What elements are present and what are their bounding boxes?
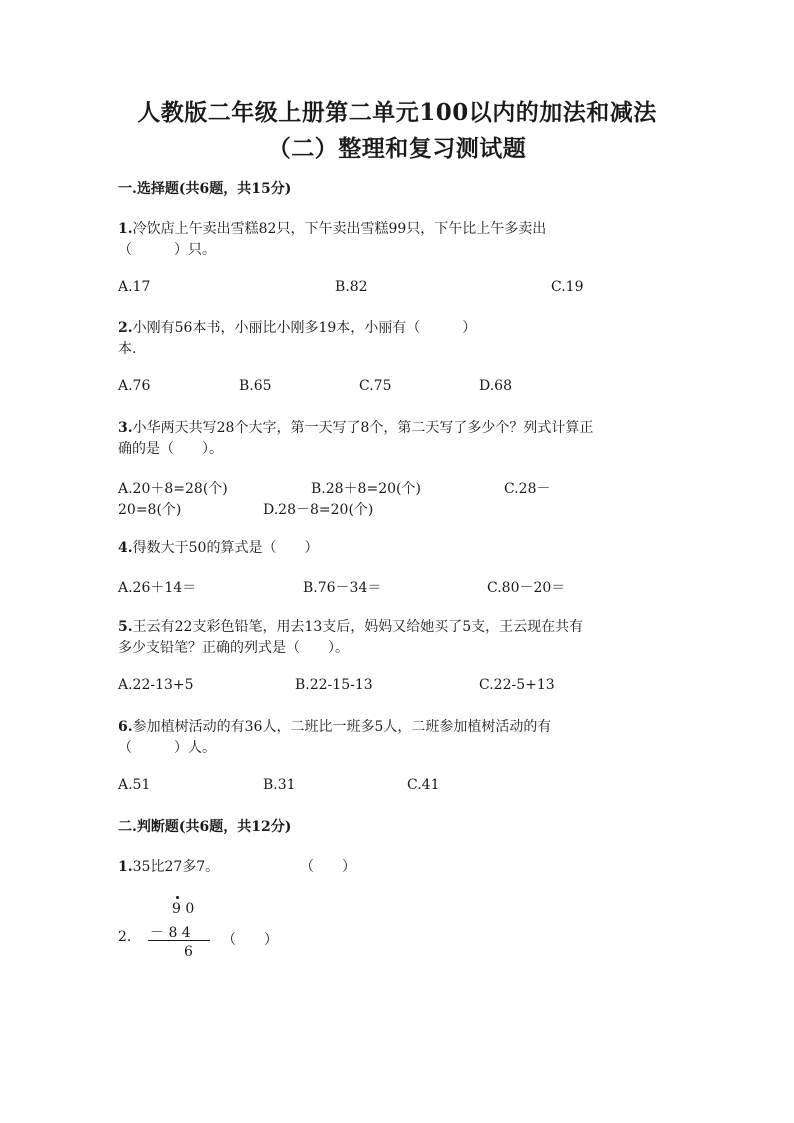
option-a[interactable]: A.51 — [118, 777, 151, 793]
question-number: 2. — [118, 320, 133, 336]
difference: 6 — [184, 944, 193, 960]
question-5-line2: 多少支铅笔？正确的列式是（ ）。 — [118, 640, 349, 656]
carry-dot — [176, 896, 179, 899]
question-3-line2: 确的是（ ）。 — [118, 441, 223, 457]
option-c[interactable]: C.80－20＝ — [487, 580, 566, 596]
section-heading-judgement: 二.判断题(共6题，共12分) — [118, 819, 292, 835]
option-a[interactable]: A.22-13+5 — [118, 677, 194, 693]
option-b[interactable]: B.22-15-13 — [295, 677, 373, 693]
question-text: 参加植树活动的有36人，二班比一班多5人，二班参加植树活动的有 — [132, 719, 552, 735]
question-text: 小刚有56本书，小丽比小刚多19本，小丽有（ ） — [132, 320, 477, 336]
option-a[interactable]: A.26＋14＝ — [118, 580, 197, 596]
option-c[interactable]: C.75 — [359, 378, 392, 394]
option-d[interactable]: D.28－8=20(个) — [263, 502, 374, 518]
question-2-line2: 本. — [118, 341, 137, 357]
question-5-line1 — [118, 616, 583, 636]
option-a[interactable]: A.20＋8=28(个) — [118, 481, 228, 497]
answer-paren[interactable]: （ ） — [222, 932, 278, 948]
question-2-line1 — [118, 317, 476, 337]
question-number: 6. — [118, 719, 133, 735]
page-title-line1: 人教版二年级上册第二单元100以内的加法和减法 — [137, 99, 657, 126]
question-number: 5. — [118, 619, 133, 635]
option-b[interactable]: B.65 — [239, 378, 272, 394]
question-4-line1 — [118, 537, 318, 557]
question-text: 冷饮店上午卖出雪糕82只，下午卖出雪糕99只，下午比上午多卖出 — [132, 221, 547, 237]
question-1-line2: （ ）只。 — [118, 242, 216, 258]
judgement-1 — [118, 856, 219, 876]
question-number: 1. — [118, 859, 133, 875]
page-title-line2: （二）整理和复习测试题 — [267, 135, 527, 162]
option-a[interactable]: A.17 — [118, 279, 151, 295]
subtrahend: － 8 4 — [150, 925, 191, 941]
question-6-line2: （ ）人。 — [118, 740, 216, 756]
underline — [148, 940, 210, 941]
option-b[interactable]: B.76－34＝ — [303, 580, 382, 596]
section-heading-choice: 一.选择题(共6题，共15分) — [118, 181, 292, 197]
vertical-subtraction — [148, 894, 218, 964]
option-c[interactable]: C.22-5+13 — [479, 677, 555, 693]
option-b[interactable]: B.82 — [335, 279, 368, 295]
question-text: 小华两天共写28个大字，第一天写了8个，第二天写了多少个？列式计算正 — [132, 420, 594, 436]
question-text: 35比27多7。 — [132, 859, 220, 875]
question-number: 3. — [118, 420, 133, 436]
question-text: 王云有22支彩色铅笔，用去13支后，妈妈又给她买了5支，王云现在共有 — [132, 619, 584, 635]
answer-paren[interactable]: （ ） — [300, 859, 356, 875]
option-c-continued[interactable]: 20=8(个) — [118, 502, 182, 518]
question-number: 1. — [118, 221, 133, 237]
option-b[interactable]: B.31 — [263, 777, 296, 793]
minuend: 9 0 — [172, 901, 195, 917]
question-number: 4. — [118, 540, 133, 556]
option-c[interactable]: C.41 — [407, 777, 440, 793]
question-number: 2. — [118, 929, 132, 945]
option-b[interactable]: B.28＋8=20(个) — [311, 481, 421, 497]
question-3-line1 — [118, 417, 593, 437]
question-1-line1 — [118, 218, 546, 238]
question-text: 得数大于50的算式是（ ） — [132, 540, 319, 556]
option-a[interactable]: A.76 — [118, 378, 151, 394]
option-c[interactable]: C.19 — [551, 279, 584, 295]
question-6-line1 — [118, 716, 551, 736]
option-d[interactable]: D.68 — [479, 378, 512, 394]
option-c[interactable]: C.28－ — [504, 481, 551, 497]
